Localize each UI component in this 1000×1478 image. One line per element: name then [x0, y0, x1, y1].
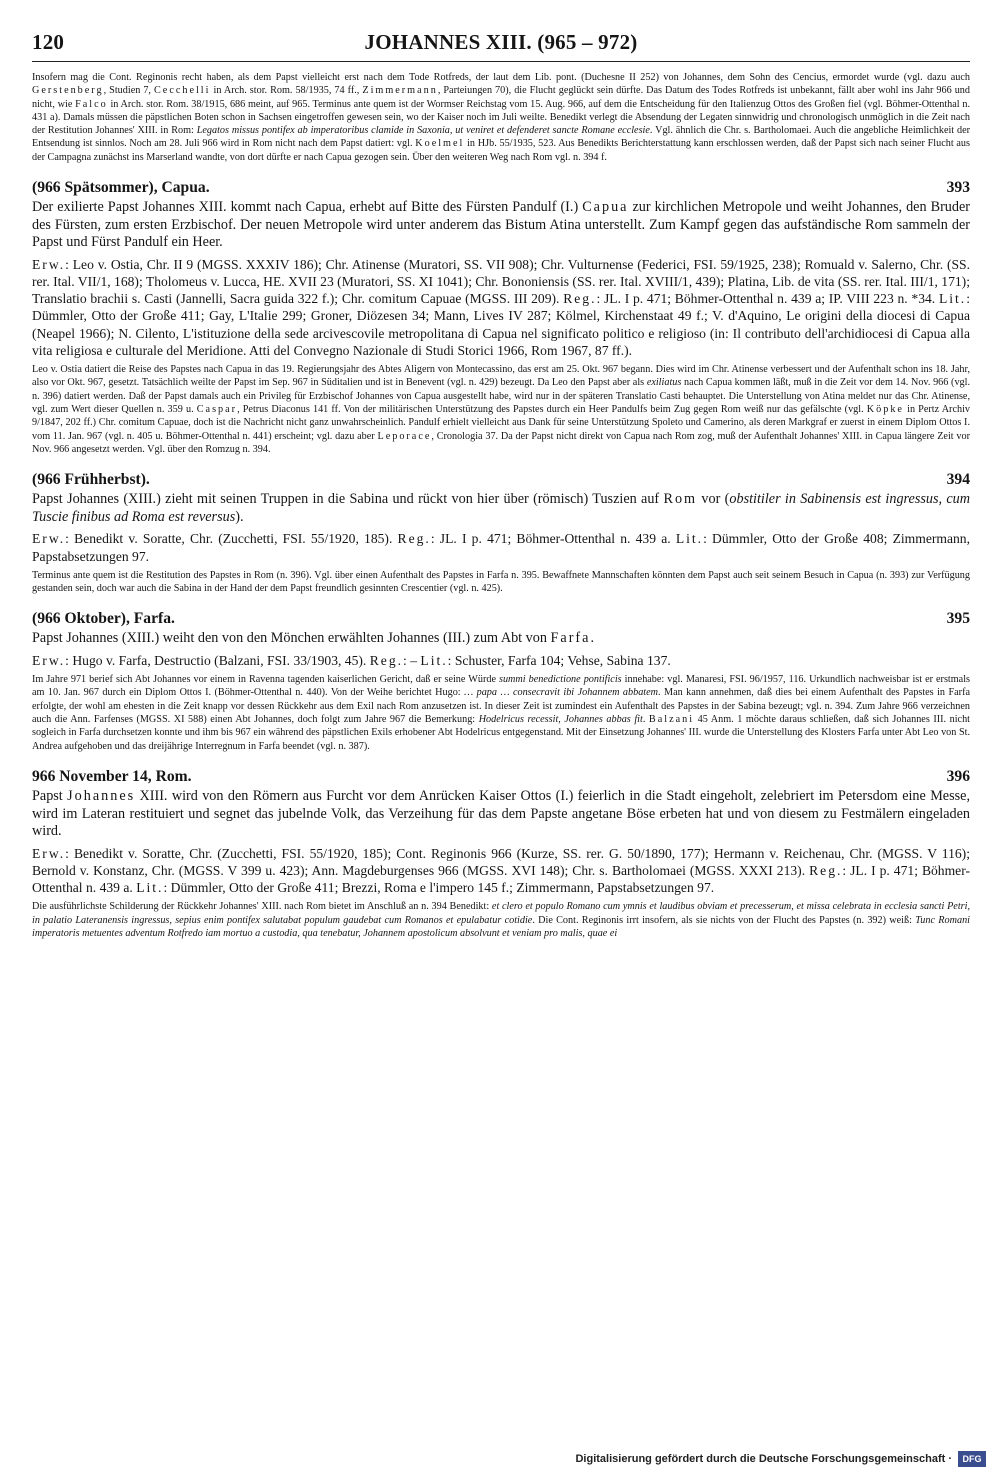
page-content: [32, 71, 970, 942]
running-head: [32, 30, 970, 60]
note-text: . Die Cont. Reginonis irrt insofern, als sie nichts von der Flucht des Papstes (n. 392) weiß:: [532, 914, 916, 926]
note-text: , Studien 7,: [103, 85, 154, 97]
sources-label-reg: Reg.: [369, 652, 404, 668]
regest-part: Papst Johannes (XIII.) zieht mit seinen Truppen in die Sabina und rückt von hier über (römisch) Tuszien auf: [32, 491, 664, 508]
note-text: .: [642, 714, 649, 726]
sources-text: : Hugo v. Farfa, Destructio (Balzani, FSI. 33/1903, 45).: [65, 652, 370, 668]
entry-date-place: (966 Oktober), Farfa.: [32, 610, 175, 628]
sources-text: : Dümmler, Otto der Große 411; Brezzi, Roma e l'impero 145 f.; Zimmermann, Papstabsetzungen 97.: [163, 880, 715, 896]
note-text: in HJb. 55/1935, 523. Aus Benedikts Berichterstattung kann erschlossen werden, daß der Papst sich nach seiner Flucht aus der Campagna zunächst ins Marserland wandte, von dort dürfte er nach Capua gezogen sein. Über den weiteren Weg nach Rom vgl. n. 394 f.: [32, 138, 970, 163]
author-name: Gerstenberg: [32, 85, 104, 97]
note-text: nach Capua kommen läßt, muß in die Zeit vor dem 14. Nov. 966 (vgl. n. 396) datiert werden. Daß der Papst damals auch ein Privileg für Erzbischof Johannes von Capua ausgestellt habe, wird nur in der späteren Translatio Casti behauptet. Die Unterstellung von Atina meldet nur das Chr. Atinense, vgl. zum Wert dieser Quellen n. 359 u.: [32, 377, 971, 415]
sources-paragraph: [32, 845, 970, 897]
regest-part: Der exilierte Papst Johannes XIII. kommt nach Capua, erhebt auf Bitte des Fürsten Pandulf (I.): [32, 199, 583, 216]
regest-text: [32, 491, 970, 526]
note-text: Terminus ante quem ist die Restitution des Papstes in Rom (n. 396). Vgl. über einen Aufenthalt des Papstes in Farfa n. 395. Bewaffnete Mannschaften könnten dem Papst auch seit seinem Besuch in Capua (n. 393) zur Verfügung gestanden sein, doch war auch die Sabina in der Hand der dem Papst freundlich gesinnten Crescentier (vgl. n. 425).: [32, 569, 970, 595]
author-name: Köpke: [866, 403, 904, 415]
latin-quote: obstitiler in Sabinensis est ingressus, cum Tuscie finibus ad Roma est reversus: [32, 491, 970, 525]
note-text: Die ausführlichste Schilderung der Rückkehr Johannes' XIII. nach Rom bietet im Anschluß an n. 394 Benedikt:: [32, 901, 492, 913]
regest-entry-393: [32, 178, 970, 456]
regest-part: zur kirchlichen Metropole und weiht Johannes, den Bruder des Fürsten, zum ersten Erzbischof. Der neuen Metropole wird unter anderem das Bistum Atina unterstellt. Zum Kampf gegen das aufständische Rom sammeln der Papst und Fürst Pandulf ein Heer.: [32, 199, 971, 251]
latin-quote: … papa … consecravit ibi Johannem abbatem: [464, 687, 659, 699]
author-name: Caspar: [196, 403, 238, 415]
continuation-note: [32, 71, 970, 164]
sources-label-erw: Erw.: [32, 531, 66, 547]
regest-part: vor (: [697, 491, 730, 508]
running-title: JOHANNES XIII. (965 – 972): [364, 30, 638, 54]
regest-name: Johannes: [67, 787, 136, 804]
author-name: Leporace: [377, 430, 432, 442]
author-name: Zimmermann: [362, 85, 438, 97]
latin-quote: exiliatus: [646, 377, 682, 389]
note-text: 45 Anm. 1 möchte daraus schließen, daß sich Johannes III. nicht sogleich in Farfa durchsetzen konnte und ihm bis 967 ein während des päpstlichen Exils erhobener Abt Hodelricus entgegenstand. Mit der Einsetzung Johannes' III. wurde die Unterstellung des Klosters Farfa unter Abt Leo von St. Andrea aufgehoben und das dreijährige Interregnum in Farfa beendet (vgl. n. 387).: [32, 714, 970, 752]
entry-date-place: (966 Spätsommer), Capua.: [32, 179, 210, 197]
sources-label-erw: Erw.: [32, 845, 66, 861]
sources-text: : –: [403, 652, 421, 668]
regest-place: Rom: [663, 491, 698, 508]
sources-text: : Leo v. Ostia, Chr. II 9 (MGSS. XXXIV 186); Chr. Atinense (Muratori, SS. VII 908); Chr. Vulturnense (Federici, FSI. 59/1925, 238); Romuald v. Salerno, Chr. (SS. rer. Ital. VII/1, 168); Tholomeus v. Lucca, HE. XVII 23 (Muratori, SS. XI 1041); Chr. Bononiensis (SS. rer. Ital. XVIII/1, 439); Platina, Lib. de vita (SS. rer. Ital. III/1, 171); Translatio brachii s. Casti (Jannelli, Sacra guida 322 f.); Chr. comitum Capuae (MGSS. III 209).: [32, 256, 970, 307]
latin-quote: Legatos missus pontifex ab imperatoribus clamide in Saxonia, ut veniret et defenderet sancte Romane ecclesie: [196, 125, 650, 137]
sources-text: : Dümmler, Otto der Große 408; Zimmermann, Papstabsetzungen 97.: [32, 531, 970, 564]
sources-label-erw: Erw.: [32, 256, 66, 272]
note-text: , Petrus Diaconus 141 ff. Von der militärischen Unterstützung des Papstes durch ein Heer Pandulfs beim Zug gegen Rom weiß nur das gefälschte (vgl.: [237, 403, 867, 415]
sources-text: : Dümmler, Otto der Große 411; Gay, L'Italie 299; Groner, Diözesen 34; Mann, Lives IV 287; Kölmel, Kirchenstaat 49 f.; V. d'Aquino, Le origini della diocesi di Capua (Neapel 1966); N. Cilento, L'istituzione della sede arcivescovile metropolitana di Capua nel significato politico e religioso (in: Il contributo dell'archidiocesi di Capua alla vita religiosa e culturale del Meridione. Atti del Convegno Nazionale di Studi Storici 1966, Rom 1967, 87 ff.).: [32, 291, 970, 358]
commentary-note: [32, 569, 970, 596]
sources-label-reg: Reg.: [809, 862, 843, 878]
sources-label-reg: Reg.: [563, 291, 597, 307]
author-name: Cecchelli: [154, 85, 211, 97]
regest-entry-395: [32, 609, 970, 753]
entry-heading: [32, 609, 970, 629]
page-number: 120: [32, 30, 65, 54]
dfg-logo-icon: DFG: [958, 1451, 986, 1467]
latin-quote: summi benedictione pontificis: [499, 674, 622, 686]
footer-credit: Digitalisierung gefördert durch die Deutsche Forschungsgemeinschaft ·: [575, 1453, 952, 1465]
sources-label-lit: Lit.: [420, 652, 448, 668]
note-text: Im Jahre 971 berief sich Abt Johannes vor einem in Ravenna tagenden kaiserlichen Gericht, daß er seine Würde: [32, 674, 499, 686]
sources-text: : JL. I p. 471; Böhmer-Ottenthal n. 439 a.: [430, 531, 676, 547]
regest-place: Farfa: [550, 630, 591, 647]
regest-place: Capua: [582, 199, 629, 216]
header-rule: [32, 61, 970, 62]
regest-text: [32, 630, 970, 648]
commentary-note: [32, 673, 970, 753]
regest-text: [32, 199, 970, 252]
regest-entry-394: [32, 470, 970, 595]
regest-entry-396: [32, 767, 970, 940]
entry-heading: [32, 767, 970, 787]
entry-heading: [32, 178, 970, 198]
note-text: , Parteiungen 70), die Flucht geglückt sein dürfte. Das Datum des Todes Rotfreds ist unbekannt, fällt aber wohl ins Jahr 966 und nicht, wie: [32, 85, 970, 110]
note-text: Insofern mag die Cont. Reginonis recht haben, als dem Papst vielleicht erst nach dem Tode Rotfreds, der laut dem Lib. pont. (Duchesne II 252) von Johannes, dem Sohn des Cencius, ermordet wurde (vgl. dazu auch: [32, 72, 970, 83]
sources-label-lit: Lit.: [136, 880, 164, 896]
regest-part: .: [590, 630, 594, 647]
note-text: in Pertz Archiv 9/1847, 202 ff.) Chr. comitum Capuae, doch ist die Nachricht nicht ganz unwahrscheinlich. Pandulf erhielt vielleicht aus Dank für seine Unterstützung Spoleto und Camerino, als deren Markgraf er zuerst in einem Diplom Ottos I. vom 11. Jan. 967 (vgl. n. 405 u. Böhmer-Ottenthal n. 441) erscheint; vgl. dazu aber: [32, 403, 970, 442]
sources-paragraph: [32, 530, 970, 564]
latin-quote: Hodelricus recessit, Johannes abbas fit: [478, 714, 643, 726]
author-name: Balzani: [648, 714, 695, 726]
sources-text: : JL. I p. 471; Böhmer-Ottenthal n. 439 a.: [32, 862, 970, 896]
note-text: in Arch. stor. Rom. 38/1915, 686 meint, auf 965. Terminus ante quem ist der Wormser Reichstag vom 15. Aug. 966, auf dem die Entscheidung für den Italienzug Ottos des Großen fiel (vgl. Böhmer-Ottenthal n. 431 a). Damals müssen die päpstlichen Boten schon in Sachsen eingetroffen gewesen sein, wo der Kaiser noch im Juli weilte. Benedikt verlegt die Absendung der Legaten sinnwidrig und chronologisch unmöglich in die Zeit nach der Restitution Johannes' XIII. in Rom:: [32, 98, 970, 137]
note-text: , Cronologia 37. Da der Papst nicht direkt von Capua nach Rom zog, muß der Aufenthalt Johannes' XIII. in Capua längere Zeit vor Nov. 966 angesetzt werden. Vgl. über den Romzug n. 394.: [32, 430, 970, 455]
regest-part: XIII. wird von den Römern aus Furcht vor dem Anrücken Kaiser Ottos (I.) feierlich in die Stadt eingeholt, zelebriert im Petersdom eine Messe, wird im Lateran restituiert und segnet das jubelnde Volk, das Verzeihung für das dem Papste angetane Böse erbeten hat und von diesem zu Festmälern eingeladen wird.: [32, 787, 970, 840]
author-name: Falco: [75, 98, 108, 110]
entry-number: 393: [946, 179, 970, 197]
regest-text: [32, 788, 970, 841]
entry-date-place: 966 November 14, Rom.: [32, 767, 192, 785]
sources-text: : JL. I p. 471; Böhmer-Ottenthal n. 439 a; IP. VIII 223 n. *34.: [596, 291, 939, 307]
entry-date-place: (966 Frühherbst).: [32, 471, 150, 489]
sources-label-reg: Reg.: [397, 531, 431, 547]
note-text: in Arch. stor. Rom. 58/1935, 74 ff.,: [210, 85, 363, 97]
latin-quote: Tunc Romani imperatoris metuentes adventum Rotfredo iam mortuo a custodia, qua tenebatur, Johannem apostolicum absolvunt et veniam pro malis, quae ei: [32, 914, 970, 939]
note-text: innehabe: vgl. Manaresi, FSI. 96/1957, 116. Urkundlich nachweisbar ist er erstmals am 10. Jan. 967 durch ein Diplom Ottos I. (Böhmer-Ottenthal n. 440). Von der Weihe berichtet Hugo:: [32, 674, 970, 699]
entry-number: 394: [946, 471, 970, 489]
commentary-note: [32, 363, 970, 456]
commentary-note: [32, 900, 970, 940]
latin-quote: et clero et populo Romano cum ymnis et laudibus obviam et precesserum, et missa celebrata in ecclesia sancti Petri, in palatio Lateranensis ingressus, sepius enim pontifex salutabat populum gaudebat cum Romanos et epulabatur cotidie: [32, 901, 971, 926]
regest-part: Papst Johannes (XIII.) weiht den von den Mönchen erwählten Johannes (III.) zum Abt von: [32, 630, 551, 647]
digitization-footer: [575, 1448, 986, 1470]
sources-paragraph: [32, 256, 970, 359]
regest-part: Papst: [32, 787, 68, 804]
sources-label-lit: Lit.: [675, 531, 704, 547]
note-text: Leo v. Ostia datiert die Reise des Papstes nach Capua in das 19. Regierungsjahr des Abtes Aligern von Montecassino, das erst am 25. Okt. 967 begann. Dies wird im Chr. Atinense verbessert und der Aufenthalt schon ins 18. Jahr, also vor Okt. 967, gesetzt. Tatsächlich weilte der Papst im Sep. 967 in Süditalien und ist in Benevent (vgl. n. 429) bezeugt. Da Leo den Papst aber als: [32, 364, 970, 389]
sources-text: : Schuster, Farfa 104; Vehse, Sabina 137.: [447, 652, 671, 668]
entry-number: 395: [946, 610, 970, 628]
sources-label-lit: Lit.: [938, 291, 967, 307]
entry-heading: [32, 470, 970, 490]
note-text: . Man kann annehmen, daß dies bei einem Aufenthalt des Papstes in Farfa erfolgte, der wohl am ehesten in die Zeit knapp vor dessen Rückkehr aus dem Exil nach Rom anzusetzen ist. In dieser Zeit ist zumindest ein Aufenthalt des Papstes in der Sabina bezeugt; vgl. n. 394. Zum Jahre 966 verzeichnen auch die Ann. Farfenses (MGSS. XI 588) einen Abt Johannes, doch folgt zum Jahre 967 die Bemerkung:: [32, 687, 970, 726]
sources-text: : Benedikt v. Soratte, Chr. (Zucchetti, FSI. 55/1920, 185); Cont. Reginonis 966 (Kurze, SS. rer. G. 50/1890, 177); Hermann v. Reichenau, Chr. (MGSS. V 116); Bernold v. Konstanz, Chr. (MGSS. V 399 u. 423); Ann. Magdeburgenses 966 (MGSS. XVI 148); Chr. s. Bartholomaei (MGSS. XXXI 213).: [32, 845, 970, 878]
sources-label-erw: Erw.: [32, 652, 66, 668]
regest-part: ).: [235, 508, 244, 525]
author-name: Koelmel: [415, 138, 465, 150]
sources-paragraph: [32, 652, 970, 669]
sources-text: : Benedikt v. Soratte, Chr. (Zucchetti, FSI. 55/1920, 185).: [65, 531, 398, 547]
note-text: . Vgl. ähnlich die Chr. s. Bartholomaei. Auch die angebliche Heimlichkeit der Entsendung ist sinnlos. Noch am 28. Juli 966 wird in Rom nicht nach dem Papst datiert: vgl.: [32, 125, 970, 150]
entry-number: 396: [946, 767, 970, 785]
